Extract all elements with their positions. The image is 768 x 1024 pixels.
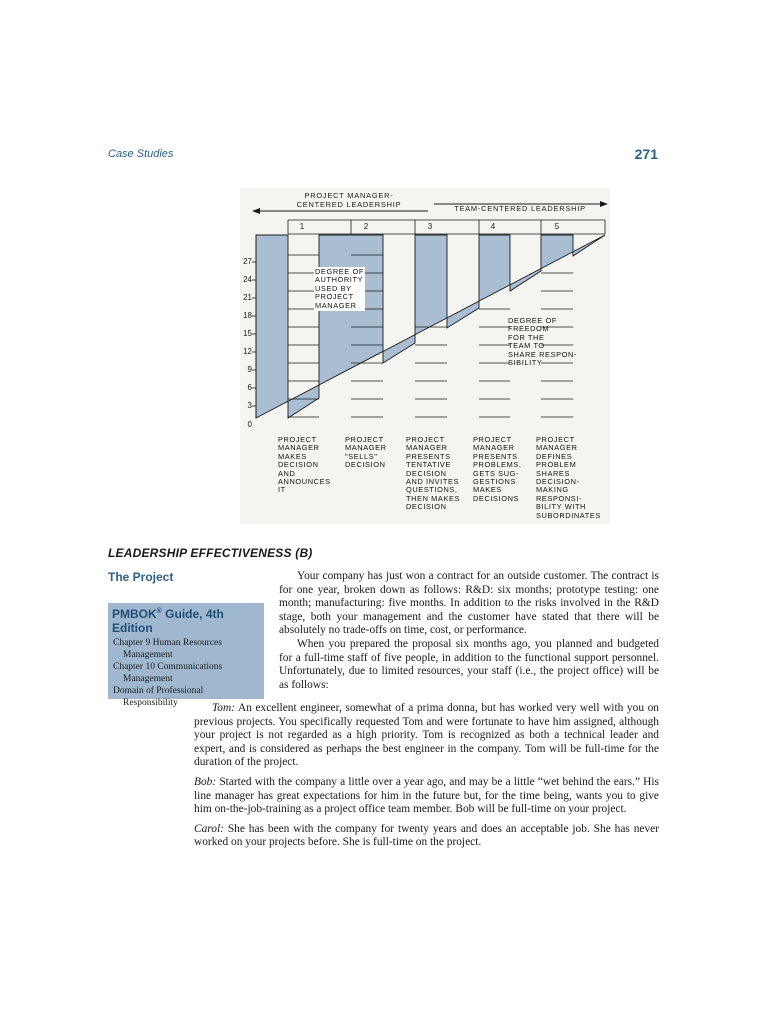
staff-name-carol: Carol:: [194, 822, 224, 835]
pmbok-item: [108, 637, 264, 661]
style-caption-2: PROJECT MANAGER "SELLS" DECISION: [345, 435, 387, 470]
y-tick-label: 0: [247, 420, 252, 429]
y-tick-label: 21: [243, 293, 252, 302]
section-title: LEADERSHIP EFFECTIVENESS (B): [108, 546, 313, 560]
staff-text-bob: Started with the company a little over a year ago, and may be a little “wet behind the ears.” His line manager has great expectations for him in the future but, for the time being, wants you to give him on-the-job-training as a project office team member. Bob will be full-time on your project.: [194, 775, 659, 816]
leadership-continuum-figure: [240, 188, 610, 524]
pmbok-registered-mark: ®: [156, 608, 162, 615]
style-caption-5: PROJECT MANAGER DEFINES PROBLEM SHARES DECISION- MAKING RESPONSI- BILITY WITH SUBORDINATES: [536, 435, 601, 520]
page-number: 271: [634, 146, 658, 162]
y-tick-label: 6: [247, 383, 252, 392]
staff-name-bob: Bob:: [194, 775, 217, 788]
pmbok-title-prefix: PMBOK: [112, 607, 157, 621]
paragraph-bob: [194, 776, 659, 817]
pmbok-item-line: Chapter 9 Human Resources: [113, 638, 222, 648]
paragraph-proposal: When you prepared the proposal six months ago, you planned and budgeted for a full-time staff of five people, in addition to the functional support personnel. Unfortunately, due to limited resources, your staff (i.e., the project office) will be as follows:: [279, 637, 659, 691]
left-arrow-label: PROJECT MANAGER- CENTERED LEADERSHIP: [296, 191, 402, 209]
column-number-3: 3: [427, 222, 433, 231]
staff-paragraphs: [194, 702, 659, 850]
pmbok-title: [108, 603, 264, 637]
pmbok-item-line: Domain of Professional: [113, 686, 204, 696]
y-tick-label: 3: [247, 401, 252, 410]
y-tick-label: 15: [243, 329, 252, 338]
side-heading: The Project: [108, 570, 174, 584]
pmbok-item-line: Chapter 10 Communications: [113, 662, 223, 672]
column-number-4: 4: [490, 222, 496, 231]
paragraph-contract: Your company has just won a contract for an outside customer. The contract is for one year, broken down as follows: R&D: six months; prototype testing: one month; manufacturing: five months. In addition to the risks involved in the R&D stage, both your management and the customer have stated that there will be absolutely no trade-offs on time, cost, or performance.: [279, 570, 659, 637]
pmbok-item-line: Management: [123, 674, 173, 684]
running-head: Case Studies: [108, 148, 174, 160]
intro-paragraphs: [279, 570, 659, 692]
right-arrow-label: TEAM-CENTERED LEADERSHIP: [454, 204, 586, 213]
style-caption-1: PROJECT MANAGER MAKES DECISION AND ANNOUNCES IT: [278, 435, 331, 495]
paragraph-carol: [194, 823, 659, 850]
y-tick-label: 18: [243, 311, 252, 320]
y-tick-label: 27: [243, 257, 252, 266]
column-number-5: 5: [554, 222, 560, 231]
pmbok-item: [108, 661, 264, 685]
staff-name-tom: Tom:: [212, 702, 236, 714]
staff-text-tom: An excellent engineer, somewhat of a prima donna, but has worked very well with you on previous projects. You specifically requested Tom and were fortunate to have him assigned, although your project is not regarded as a high priority. Tom is recognized as both a technical leader and expert, and is considered as perhaps the best engineer in the company. Tom will be full-time for the duration of the project.: [194, 702, 659, 769]
y-tick-label: 9: [247, 365, 252, 374]
paragraph-tom: [194, 702, 659, 770]
column-number-2: 2: [363, 222, 369, 231]
pmbok-item-line: Management: [123, 650, 173, 660]
freedom-label: DEGREE OF FREEDOM FOR THE TEAM TO SHARE RESPON- SIBILITY: [508, 316, 577, 368]
style-caption-3: PROJECT MANAGER PRESENTS TENTATIVE DECISION AND INVITES QUESTIONS, THEN MAKES DECISION: [406, 435, 461, 512]
style-caption-4: PROJECT MANAGER PRESENTS PROBLEMS, GETS SUG- GESTIONS MAKES DECISIONS: [473, 435, 522, 503]
pmbok-title-suffix: Guide, 4th Edition: [112, 607, 224, 635]
pmbok-item-line: Responsibility: [123, 698, 178, 708]
y-tick-label: 24: [243, 275, 252, 284]
authority-label: DEGREE OF AUTHORITY USED BY PROJECT MANAGER: [315, 267, 364, 310]
column-number-1: 1: [299, 222, 305, 231]
staff-text-carol: She has been with the company for twenty years and does an acceptable job. She has never worked on your projects before. She is full-time on the project.: [194, 822, 659, 849]
y-tick-label: 12: [243, 347, 252, 356]
